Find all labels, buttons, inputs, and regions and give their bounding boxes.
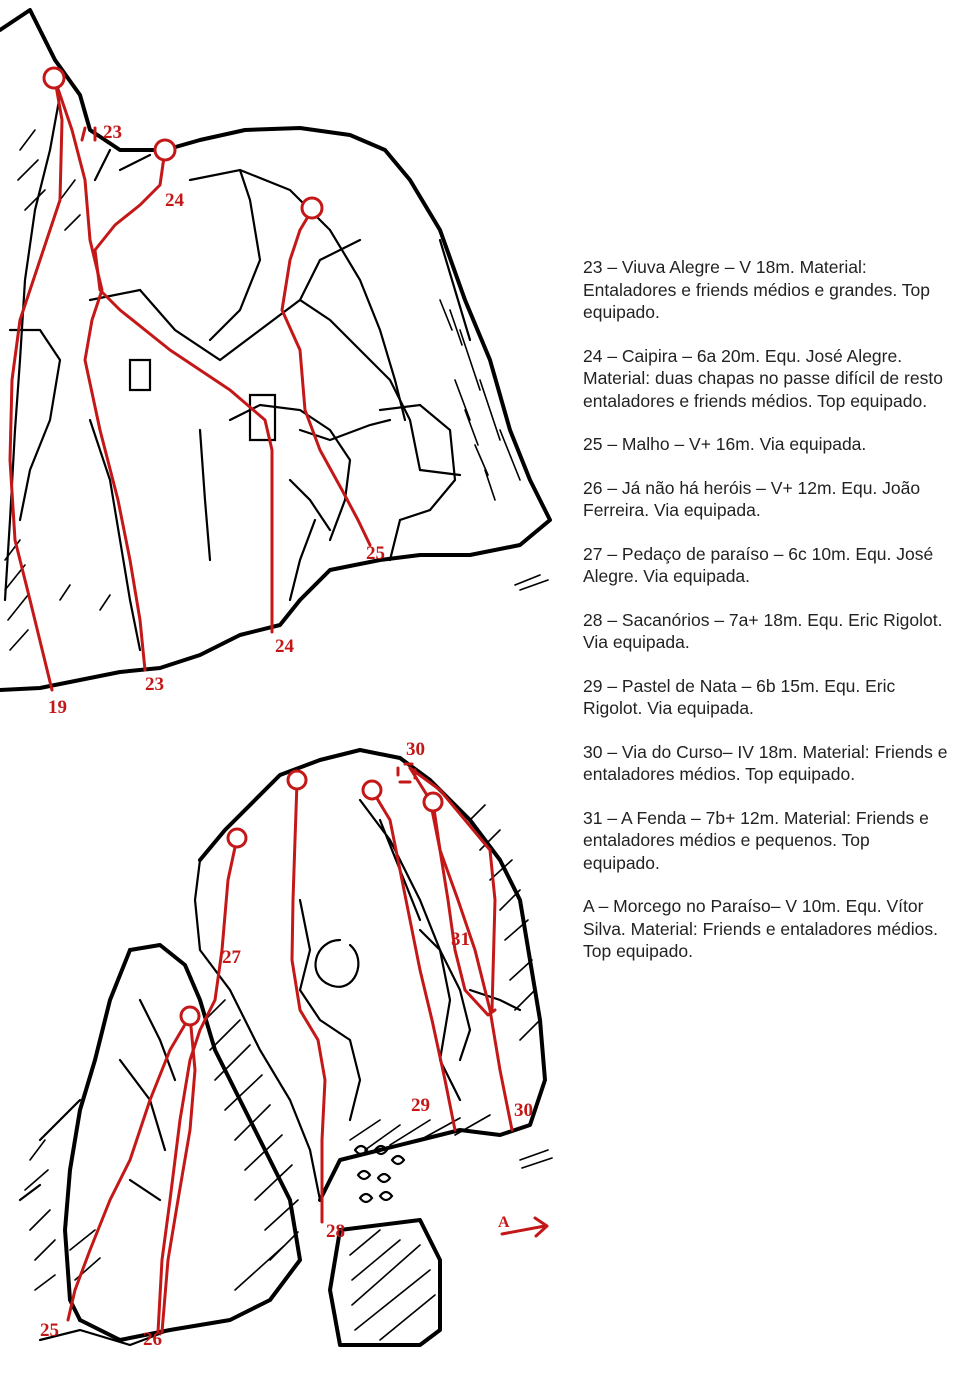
route-label-27: 27	[222, 947, 241, 968]
route-label-19: 19	[48, 697, 67, 718]
anchor-25-26	[181, 1007, 199, 1025]
legend-entry-24: 24 – Caipira – 6a 20m. Equ. José Alegre. Material: duas chapas no passe difícil de resto entaladores e friends médios. Top equipado.	[583, 345, 943, 411]
anchor-31	[424, 793, 442, 811]
route-legend	[583, 256, 948, 984]
route-label-26: 26	[143, 1329, 162, 1350]
route-label-30-bottom: 30	[514, 1100, 533, 1121]
route-line-31	[433, 802, 495, 1015]
route-label-28: 28	[326, 1221, 345, 1242]
legend-entry-29: 29 – Pastel de Nata – 6b 15m. Equ. Eric Rigolot. Via equipada.	[583, 675, 896, 718]
lower-routes	[68, 764, 547, 1332]
lower-crag-outline	[20, 750, 545, 1345]
route-label-29: 29	[411, 1095, 430, 1116]
route-label-25-upper: 25	[366, 543, 385, 564]
legend-entry-23: 23 – Viuva Alegre – V 18m. Material: Entaladores e friends médios e grandes. Top equipado.	[583, 257, 930, 322]
anchor-19-23	[44, 68, 64, 88]
legend-entry-26: 26 – Já não há heróis – V+ 12m. Equ. João Ferreira. Via equipada.	[583, 477, 921, 520]
legend-entry-a: A – Morcego no Paraíso– V 10m. Equ. Vítor Silva. Material: Friends e entaladores médios. Top equipado.	[583, 896, 939, 961]
anchor-24	[155, 140, 175, 160]
route-label-24-top: 24	[165, 190, 184, 211]
legend-entry-25: 25 – Malho – V+ 16m. Via equipada.	[583, 434, 867, 454]
legend-entry-30: 30 – Via do Curso– IV 18m. Material: Friends e entaladores médios. Top equipado.	[583, 741, 948, 784]
route-label-25-lower: 25	[40, 1320, 59, 1341]
legend-entry-27: 27 – Pedaço de paraíso – 6c 10m. Equ. José Alegre. Via equipada.	[583, 543, 934, 586]
legend-entry-28: 28 – Sacanórios – 7a+ 18m. Equ. Eric Rigolot. Via equipada.	[583, 609, 943, 652]
route-label-24-bottom: 24	[275, 636, 294, 657]
route-line-25a	[282, 210, 370, 545]
route-line-24a	[95, 150, 272, 632]
legend-entry-31: 31 – A Fenda – 7b+ 12m. Material: Friends e entaladores médios e pequenos. Top equipado.	[583, 807, 929, 873]
route-label-23-bottom: 23	[145, 674, 164, 695]
anchor-28	[288, 771, 306, 789]
route-label-a: A	[498, 1214, 510, 1231]
route-line-25b	[68, 1016, 190, 1320]
route-label-23-top: 23	[103, 122, 122, 143]
anchor-25	[302, 198, 322, 218]
anchor-29	[363, 781, 381, 799]
anchor-27	[228, 829, 246, 847]
route-label-30-top: 30	[406, 739, 425, 760]
route-label-31: 31	[451, 929, 470, 950]
upper-routes	[10, 68, 370, 690]
lower-crag-hatching	[25, 805, 552, 1340]
